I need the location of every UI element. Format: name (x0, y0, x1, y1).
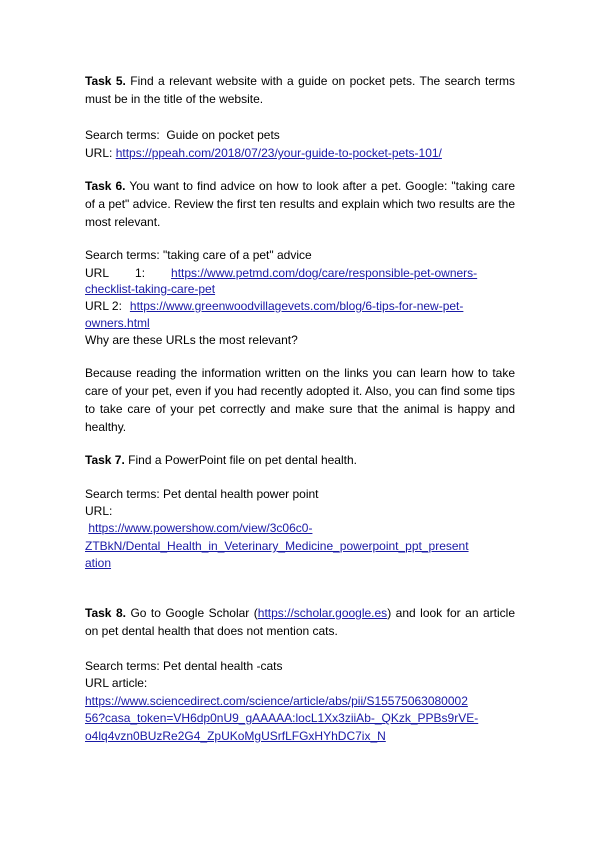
task8-scholar-link[interactable]: https://scholar.google.es (257, 606, 388, 620)
task8-search-terms (85, 657, 515, 675)
task5-text: Find a relevant website with a guide on pocket pets. The search terms must be in the title of the website. (85, 74, 515, 106)
task6-url2-link-part2[interactable]: owners.html (85, 316, 150, 330)
task5-url-link[interactable]: https://ppeah.com/2018/07/23/your-guide-to-pocket-pets-101/ (115, 146, 442, 160)
task7-url-line1 (85, 519, 515, 537)
task8-search-label: Search terms: (85, 659, 160, 673)
task8-prompt (85, 604, 515, 640)
task8-url-link-part1[interactable]: https://www.sciencedirect.com/science/article/abs/pii/S15575063080002 (85, 694, 468, 708)
task6-url2-link-part1[interactable]: https://www.greenwoodvillagevets.com/blog/6-tips-for-new-pet- (129, 299, 464, 313)
task6-search-label: Search terms: (85, 248, 160, 262)
task8-url-link-part3[interactable]: o4lq4vzn0BUzRe2G4_ZpUKoMgUSrfLFGxHYhDC7ix_N (85, 729, 386, 743)
task7-prompt (85, 451, 515, 469)
task7-url-link-part1[interactable]: https://www.powershow.com/view/3c06c0- (88, 521, 313, 535)
task6-url2-line (85, 297, 515, 315)
task6-prompt (85, 177, 515, 231)
task6-url1-label: URL (85, 266, 110, 280)
task6-search-value: "taking care of a pet" advice (163, 248, 312, 262)
task6-question: Why are these URLs the most relevant? (85, 333, 298, 347)
task8-url-label: URL article: (85, 676, 148, 690)
task7-label: Task 7. (85, 453, 125, 467)
task5-search-label: Search terms: (85, 128, 160, 142)
task6-search-terms (85, 246, 515, 264)
task7-url-link-part3[interactable]: ation (85, 556, 112, 570)
task7-url-label: URL: (85, 504, 113, 518)
task5-search-value: Guide on pocket pets (166, 128, 280, 142)
task8-url-link-part2[interactable]: 56?casa_token=VH6dp0nU9_gAAAAA:locL1Xx3ziiAb-_QKzk_PPBs9rVE- (85, 711, 479, 725)
task7-search-value: Pet dental health power point (163, 487, 319, 501)
task8-text-before: Go to Google Scholar ( (130, 606, 258, 620)
task8-label: Task 8. (85, 606, 126, 620)
task7-search-label: Search terms: (85, 487, 160, 501)
task5-search-terms (85, 126, 515, 144)
task7-url-link-part2[interactable]: ZTBkN/Dental_Health_in_Veterinary_Medicine_powerpoint_ppt_present (85, 539, 469, 553)
task6-url2-label: URL 2: (85, 299, 122, 313)
task7-url-line2 (85, 537, 515, 555)
task6-url1-cont (85, 280, 515, 298)
task5-label: Task 5. (85, 74, 126, 88)
task8-url-line1 (85, 692, 515, 710)
task5-prompt (85, 72, 515, 108)
task6-url2-cont (85, 314, 515, 332)
task6-text: You want to find advice on how to look after a pet. Google: "taking care of a pet" advice. Review the first ten results and explain which two results are the most relevant. (85, 179, 515, 229)
task8-text-after: ) and look for an article on pet dental health that does not mention cats. (85, 606, 515, 638)
task6-url1-num: 1: (135, 266, 146, 280)
task8-search-value: Pet dental health -cats (163, 659, 283, 673)
task8-url-line2 (85, 709, 515, 727)
task8-url-line3 (85, 727, 515, 745)
task6-url1-link-part1[interactable]: https://www.petmd.com/dog/care/responsible-pet-owners- (171, 266, 478, 280)
task7-text: Find a PowerPoint file on pet dental health. (128, 453, 357, 467)
task7-search-terms (85, 485, 515, 503)
task6-label: Task 6. (85, 179, 126, 193)
task7-url-line3 (85, 554, 515, 572)
task6-url1-link-part2[interactable]: checklist-taking-care-pet (85, 282, 216, 296)
task5-url-line (85, 144, 515, 162)
task6-answer: Because reading the information written on the links you can learn how to take care of your pet, even if you had recently adopted it. Also, you can find some tips to take care of your pet correctly and make sure that the animal is happy and healthy. (85, 366, 515, 434)
task5-url-label: URL: (85, 146, 113, 160)
